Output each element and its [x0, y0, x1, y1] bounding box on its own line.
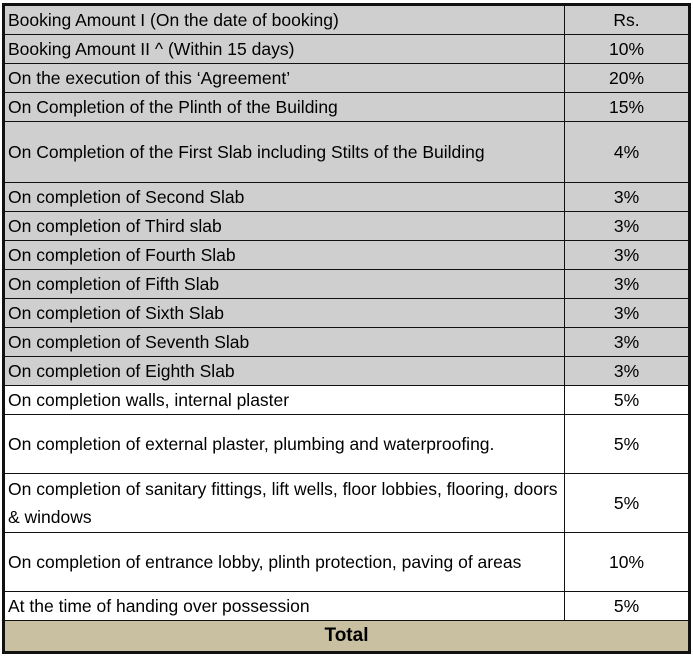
milestone-amount: 5% — [565, 386, 689, 415]
milestone-amount: 20% — [565, 64, 689, 93]
milestone-amount: 5% — [565, 592, 689, 621]
milestone-label: On completion of sanitary fittings, lift wells, floor lobbies, flooring, doors & windows — [5, 474, 565, 533]
milestone-amount: 5% — [565, 415, 689, 474]
milestone-label: On Completion of the First Slab including Stilts of the Building — [5, 122, 565, 183]
table-row — [5, 357, 689, 386]
table-row — [5, 93, 689, 122]
table-row — [5, 64, 689, 93]
milestone-amount: 4% — [565, 122, 689, 183]
table-row — [5, 183, 689, 212]
table-row — [5, 212, 689, 241]
table-row — [5, 270, 689, 299]
milestone-label: On completion of Fourth Slab — [5, 241, 565, 270]
table-row — [5, 6, 689, 35]
milestone-amount: 3% — [565, 299, 689, 328]
milestone-label: On completion of Sixth Slab — [5, 299, 565, 328]
milestone-amount: 3% — [565, 183, 689, 212]
table-row — [5, 122, 689, 183]
table-row — [5, 299, 689, 328]
milestone-amount: 3% — [565, 241, 689, 270]
total-label: Total — [5, 621, 689, 652]
milestone-amount: 3% — [565, 270, 689, 299]
milestone-label: On completion of Second Slab — [5, 183, 565, 212]
table-row — [5, 386, 689, 415]
milestone-label: On completion of Third slab — [5, 212, 565, 241]
milestone-label: Booking Amount I (On the date of booking) — [5, 6, 565, 35]
milestone-amount: Rs. — [565, 6, 689, 35]
milestone-label: On the execution of this ‘Agreement’ — [5, 64, 565, 93]
milestone-label: On completion of external plaster, plumbing and waterproofing. — [5, 415, 565, 474]
table-row — [5, 35, 689, 64]
milestone-label: On completion walls, internal plaster — [5, 386, 565, 415]
table-row — [5, 328, 689, 357]
payment-schedule-table — [2, 3, 691, 654]
schedule-grid — [4, 5, 689, 652]
table-row — [5, 533, 689, 592]
milestone-amount: 5% — [565, 474, 689, 533]
table-row — [5, 241, 689, 270]
milestone-amount: 3% — [565, 357, 689, 386]
total-row — [5, 621, 689, 652]
table-row — [5, 474, 689, 533]
table-row — [5, 592, 689, 621]
milestone-label: On Completion of the Plinth of the Building — [5, 93, 565, 122]
milestone-label: On completion of Fifth Slab — [5, 270, 565, 299]
milestone-label: On completion of entrance lobby, plinth protection, paving of areas — [5, 533, 565, 592]
milestone-amount: 3% — [565, 212, 689, 241]
milestone-amount: 10% — [565, 533, 689, 592]
milestone-amount: 10% — [565, 35, 689, 64]
milestone-label: At the time of handing over possession — [5, 592, 565, 621]
table-row — [5, 415, 689, 474]
milestone-label: Booking Amount II ^ (Within 15 days) — [5, 35, 565, 64]
milestone-label: On completion of Seventh Slab — [5, 328, 565, 357]
milestone-label: On completion of Eighth Slab — [5, 357, 565, 386]
milestone-amount: 3% — [565, 328, 689, 357]
milestone-amount: 15% — [565, 93, 689, 122]
